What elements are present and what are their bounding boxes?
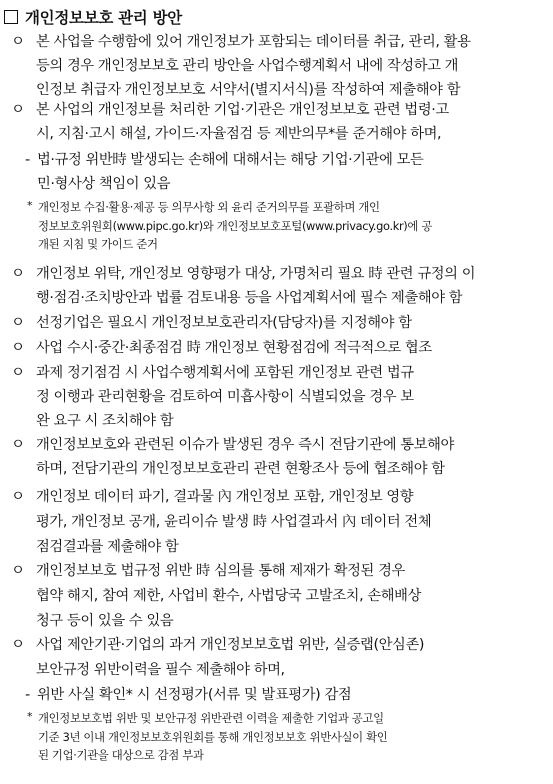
section-title-text: 개인정보보호 관리 방안	[25, 9, 182, 27]
item-text-line: 시, 지침·고시 해설, 가이드·자율점검 등 제반의무*를 준거해야 하며,	[36, 126, 442, 142]
item-text-line: 본 사업을 수행함에 있어 개인정보가 포함되는 데이터를 취급, 관리, 활용	[36, 34, 471, 50]
footnote-line: 정보보호위원회(www.pipc.go.kr)와 개인정보보호포털(www.privacy.go.kr)에 공	[38, 218, 432, 233]
footnote-line: 기준 3년 이내 개인정보보호위원회를 통해 개인정보보호 위반사실이 확인	[38, 729, 388, 744]
item-text-line: 정 이행과 관리현황을 검토하여 미흡사항이 식별되었을 경우 보	[36, 389, 414, 405]
footnote-star-marker: *	[27, 199, 33, 212]
bullet-circle-marker: ㅇ	[11, 340, 26, 356]
bullet-circle-marker: ㅇ	[11, 365, 26, 381]
item-text-line: 보안규정 위반이력을 필수 제출해야 하며,	[36, 662, 285, 678]
item-text-line: 본 사업의 개인정보를 처리한 기업·기관은 개인정보보호 관련 법령·고	[36, 102, 449, 118]
item-text-line: 과제 정기점검 시 사업수행계획서에 포함된 개인정보 관련 법규	[36, 365, 414, 381]
footnote-star-marker: *	[27, 710, 33, 723]
item-text-line: 민·형사상 책임이 있음	[37, 176, 171, 192]
footnote-line: 개인정보보호법 위반 및 보안규정 위반관련 이력을 제출한 기업과 공고일	[38, 711, 384, 725]
item-text-line: 개인정보보호와 관련된 이슈가 발생된 경우 즉시 전담기관에 통보해야	[36, 437, 454, 453]
bullet-circle-marker: ㅇ	[11, 102, 26, 118]
item-text-line: 등의 경우 개인정보보호 관리 방안을 사업수행계획서 내에 작성하고 개	[36, 58, 459, 74]
item-text-line: 하며, 전담기관의 개인정보보호관리 관련 현황조사 등에 협조해야 함	[36, 461, 445, 477]
item-text-line: 개인정보 위탁, 개인정보 영향평가 대상, 가명처리 필요 時 관련 규정의 이	[36, 266, 476, 282]
item-text-line: 선정기업은 필요시 개인정보보호관리자(담당자)를 지정해야 함	[36, 315, 412, 331]
item-text-line: 점검결과를 제출해야 함	[36, 539, 179, 555]
bullet-circle-marker: ㅇ	[11, 34, 26, 50]
item-text-line: 인정보 취급자 개인정보보호 서약서(별지서식)를 작성하여 제출해야 함	[36, 82, 461, 98]
checkbox-square-icon	[4, 10, 18, 24]
bullet-circle-marker: ㅇ	[11, 637, 26, 653]
item-text-line: 법·규정 위반時 발생되는 손해에 대해서는 해당 기업·기관에 모든	[37, 152, 424, 168]
sub-item-dash-marker: -	[25, 687, 31, 703]
item-text-line: 위반 사실 확인* 시 선정평가(서류 및 발표평가) 감점	[37, 687, 352, 703]
sub-item-dash-marker: -	[25, 152, 31, 168]
section-title	[4, 6, 182, 28]
item-text-line: 협약 해지, 참여 제한, 사업비 환수, 사법당국 고발조치, 손해배상	[36, 588, 422, 604]
item-text-line: 평가, 개인정보 공개, 윤리이슈 발생 時 사업결과서 內 데이터 전체	[36, 514, 432, 530]
bullet-circle-marker: ㅇ	[11, 563, 26, 579]
item-text-line: 행·점검·조치방안과 법률 검토내용 등을 사업계획서에 필수 제출해야 함	[36, 290, 463, 306]
footnote-line: 개인정보 수집·활용·제공 등 의무사항 외 윤리 준거의무를 포괄하며 개인	[38, 200, 380, 214]
bullet-circle-marker: ㅇ	[11, 315, 26, 331]
footnote-line: 개된 지침 및 가이드 준거	[38, 237, 158, 251]
item-text-line: 개인정보 데이터 파기, 결과물 內 개인정보 포함, 개인정보 영향	[36, 489, 414, 505]
item-text-line: 사업 제안기관·기업의 과거 개인정보보호법 위반, 실증랩(안심존)	[36, 637, 425, 653]
item-text-line: 청구 등이 있을 수 있음	[36, 613, 174, 629]
bullet-circle-marker: ㅇ	[11, 489, 26, 505]
bullet-circle-marker: ㅇ	[11, 437, 26, 453]
bullet-circle-marker: ㅇ	[11, 266, 26, 282]
footnote-line: 된 기업·기관을 대상으로 감점 부과	[38, 748, 204, 762]
item-text-line: 완 요구 시 조치해야 함	[36, 413, 174, 429]
item-text-line: 개인정보보호 법규정 위반 時 심의를 통해 제재가 확정된 경우	[36, 563, 405, 579]
item-text-line: 사업 수시·중간·최종점검 時 개인정보 현황점검에 적극적으로 협조	[36, 340, 432, 356]
